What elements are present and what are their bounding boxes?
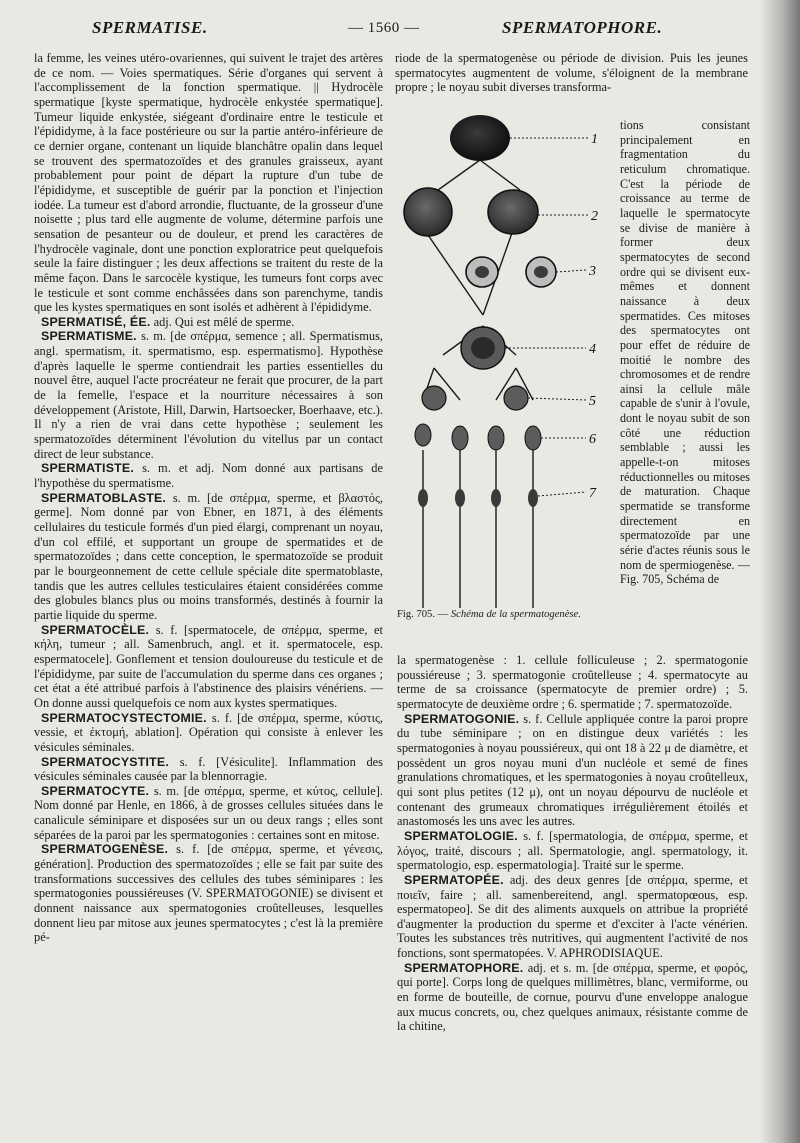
spermatid: [525, 426, 541, 450]
dusty-spermatogonium: [488, 190, 538, 234]
caption-prefix: Fig. 705. —: [397, 609, 449, 620]
dictionary-entry: [397, 873, 748, 961]
secondary-spermatocyte: [422, 386, 446, 410]
entry-body: s. m. [de σπέρμα, sperme, et κύτος, cellule]. Nom donné par Henle, en 1866, à de grosses cellules situées dans le canalicule séminipare et disposées sur un ou deux rangs ; elles sont séparées de la paroi par les spermatogonies : certaines sont en mitose.: [34, 783, 383, 842]
running-head-left: SPERMATISE.: [92, 18, 208, 37]
figure-label: 4: [589, 342, 596, 357]
figure-label: 5: [589, 394, 596, 409]
entry-body: s. f. [spermatologia, de σπέρμα, sperme, et λόγος, traité, discours ; all. Spermatologie, angl. spermatology, it. spermatologio, esp. espermatologia]. Traité sur le sperme.: [397, 828, 748, 873]
figure-label: 7: [589, 486, 596, 501]
entry-headword: SPERMATOCYSTITE.: [41, 754, 170, 769]
entry-headword: SPERMATOPHORE.: [404, 960, 524, 975]
spermatogenesis-diagram: [398, 100, 608, 610]
entry-text: tions consistant principalement en fragmentation du reticulum chromatique. C'est la période de croissance au terme de laquelle le spermatocyte se divise de manière à former deux spermatocytes de second ordre qui se divisent eux-mêmes et donnent naissance à deux spermatides. Ces mitoses des spermatocytes ont pour effet de réduire de moitié le nombre des chromosomes et de rendre ainsi la cellule mâle capable de s'unir à l'ovule, dont le noyau subit de son côté une réduction semblable ; aussi les appelle-t-on mitoses réductionnelles ou mitoses de maturation. Chaque spermatide se transforme directement en spermatozoïde par une série d'actes réunis sous le nom de spermiogenèse. — Fig. 705, Schéma de: [620, 118, 750, 587]
figure-label: 6: [589, 432, 596, 447]
entry-headword: SPERMATOGENÈSE.: [41, 842, 169, 857]
entry-body: s. m. [de σπέρμα, semence ; all. Spermatismus, angl. spermatism, it. spermatismo, esp. espermatismo]. Hypothèse d'après laquelle le sperme contiendrait les parties essentielles du nouvel être, auquel l'acte procréateur ne ferait que procurer, de la part de la femelle, l'espace et la nourriture nécessaires à son développement (Aristote, Hill, Darwin, Hartsoecker, Boerhaave, etc.). Il n'y a rien de vrai dans cette hypothèse ; seulement les spermatozoïdes déterminent l'évolution du vitellus par un contact direct de leur substance.: [34, 329, 383, 461]
entry-headword: SPERMATOPÉE.: [404, 872, 504, 887]
entry-headword: SPERMATISTE.: [41, 461, 135, 476]
spermatid: [415, 424, 431, 446]
secondary-spermatocyte: [504, 386, 528, 410]
entry-headword: SPERMATISME.: [41, 329, 137, 344]
entry-headword: SPERMATOCYSTECTOMIE.: [41, 710, 207, 725]
entry-text: la femme, les veines utéro-ovariennes, qui suivent le trajet des artères de ce nom. — Voies spermatiques. Série d'organes qui servent à l'accomplissement de la fonction spermatique. || Hydrocèle spermatique [kyste spermatique, hydrocèle enkystée spermatique]. Tumeur liquide enkystée, siégeant d'ordinaire entre le testicule et l'épididyme, à la face postérieure ou sur la partie antéro-inférieure de ce dernier organe, contenant un liquide blanchâtre opalin dans lequel se trouvent des spermatozoïdes et des granules graisseux, ayant probablement pour point de départ la rupture d'un tube de l'épididyme, et susceptible de guérir par la ponction et l'injection iodée. La tumeur est d'abord arrondie, fluctuante, de la grosseur d'une noisette ; plus tard elle augmente de volume, détermine parfois une sensation de pesanteur ou de douleur, et prend les caractères de l'hydrocèle vaginale, dont une ponction exploratrice peut quelquefois seule la faire distinguer ; les deux affections se traitent du reste de la même façon. Dans le sarcocèle kystique, les tumeurs font corps avec le testicule et sont comme enchâssées dans son parenchyme, tandis que les kystes spermatiques en sont isolés et adhèrent à l'épididyme.: [34, 51, 383, 315]
figure-label: 2: [591, 209, 598, 224]
entry-headword: SPERMATOLOGIE.: [404, 828, 518, 843]
entry-body: s. m. et adj. Nom donné aux partisans de l'hypothèse du spermatisme.: [34, 461, 383, 491]
entry-headword: SPERMATOCYTE.: [41, 783, 150, 798]
spermatid: [452, 426, 468, 450]
dictionary-entry: [34, 491, 383, 623]
dictionary-entry: [34, 784, 383, 843]
spermatozoon: [491, 489, 501, 507]
page-number: — 1560 —: [348, 20, 420, 36]
entry-text: la spermatogenèse : 1. cellule folliculeuse ; 2. spermatogonie poussiéreuse ; 3. spermatogonie croûtelleuse ; 4. spermatocyte au terme de sa croissance (spermatocyte de premier ordre) ; 5. spermatocyte de deuxième ordre ; 6. spermatide ; 7. spermatozoïde.: [397, 653, 748, 711]
dusty-spermatogonium: [404, 188, 452, 236]
spermatozoon: [418, 489, 428, 507]
follicular-cell: [450, 115, 510, 161]
dictionary-entry: [34, 623, 383, 711]
right-column-beside-figure: [620, 118, 750, 587]
entry-body: adj. des deux genres [de σπέρμα, sperme, et ποιεῖν, faire ; all. samenbereitend, angl. spermatopœous, esp. espermatopeo]. Se dit des aliments auxquels on attribue la propriété d'augmenter la production du sperme et d'exciter à l'acte vénérien. Toutes les substances très nutritives, qui augmentent l'activité de nos fonctions, sont spermatopées. V. APHRODISIAQUE.: [397, 872, 748, 961]
dictionary-entry: [34, 711, 383, 755]
dictionary-entry: [397, 829, 748, 873]
entry-headword: SPERMATOGONIE.: [404, 711, 520, 726]
entry-body: s. f. Cellule appliquée contre la paroi propre du tube séminipare ; on en distingue deux variétés : les spermatogonies à noyau poussiéreux, qui ont 18 à 22 μ de diamètre, et possèdent un gros noyau muni d'un nucléole et semé de fines granulations chromatiques, et les spermatogonies à noyau croûtelleux, qui sont plus petites (12 μ), ont un noyau dépourvu de nucléole et contenant des grumeaux chromatiques irrégulièrement étoilés et anastomosés les uns avec les autres.: [397, 711, 748, 829]
dictionary-entry: [34, 315, 383, 330]
dictionary-entry: [34, 755, 383, 784]
entry-body: adj. Qui est mêlé de sperme.: [150, 314, 295, 329]
spermatozoon: [528, 489, 538, 507]
entry-headword: SPERMATISÉ, ÉE.: [41, 314, 151, 329]
entry-body: adj. et s. m. [de σπέρμα, sperme, et φορός, qui porte]. Corps long de quelques millimètres, blanc, vermiforme, ou en forme de bouteille, de cornue, pourvu d'une enveloppe analogue aux mucus concrets, ou, chez quelques animaux, résistante comme de la chitine,: [397, 960, 748, 1034]
cell-nucleus: [471, 337, 495, 359]
entry-headword: SPERMATOCÈLE.: [41, 622, 150, 637]
dictionary-entry: [34, 461, 383, 490]
figure-label: 3: [589, 264, 596, 279]
entry-body: s. m. [de σπέρμα, sperme, et βλαστός, germe]. Nom donné par von Ebner, en 1871, à des éléments cellulaires du testicule formés d'un pied élargi, comprenant un noyau, d'un col effilé, et supportant un groupe de spermatides et de spermatozoïdes ; dans cette conception, le spermatozoïde se produit par le bourgeonnement de cette cellule spéciale dite spermatoblaste, tandis que les autres cellules testiculaires étaient considérées comme des globules blancs plus ou moins transformés, destinés à fournir la partie liquide du sperme.: [34, 490, 383, 622]
right-column-top: [395, 51, 748, 95]
entry-body: s. f. [de σπέρμα, sperme, et γένεσις, génération]. Production des spermatozoïdes ; elle se fait par suite des transformations successives des cellules des tubes séminipares : les spermatogonies poussiéreuses (V. SPERMATOGONIE) se divisent et donnent naissance aux spermatogonies croûtelleuses, lesquelles donnent lieu par mitose aux jeunes spermatocytes ; c'est là la première pé-: [34, 842, 383, 945]
figure-caption: [397, 608, 612, 621]
dictionary-entry: [34, 329, 383, 461]
page-edge-shadow: [760, 0, 800, 1143]
caption-text: Schéma de la spermatogenèse.: [450, 609, 581, 620]
right-column-bottom: [397, 653, 748, 1034]
cell-nucleus: [534, 266, 548, 278]
entry-body: s. f. [spermatocele, de σπέρμα, sperme, et κήλη, tumeur ; all. Samenbruch, angl. et it. spermatocele, esp. espermatocele]. Gonflement et tension douloureuse du testicule et de l'épididyme, par suite de l'accumulation du sperme dans ces organes ; cet état a été attribué parfois à l'abstinence des plaisirs vénériens. — On donne aussi quelquefois ce nom aux kystes spermatiques.: [34, 622, 383, 710]
spermatozoon: [455, 489, 465, 507]
spermatid: [488, 426, 504, 450]
entry-body: s. f. [Vésiculite]. Inflammation des vésicules séminales causée par la blennorragie.: [34, 754, 383, 784]
cell-nucleus: [475, 266, 489, 278]
left-column: [34, 51, 383, 945]
figure-label: 1: [591, 132, 598, 147]
entry-text: riode de la spermatogenèse ou période de division. Puis les jeunes spermatocytes augmentent de volume, s'éloignent de la membrane propre ; le noyau subit diverses transforma-: [395, 51, 748, 95]
running-head-right: SPERMATOPHORE.: [502, 18, 663, 37]
entry-body: s. f. [de σπέρμα, sperme, κύστις, vessie, et ἐκτομή, ablation]. Opération qui consiste à enlever les vésicules séminales.: [34, 710, 383, 754]
dictionary-entry: [397, 961, 748, 1034]
entry-headword: SPERMATOBLASTE.: [41, 490, 167, 505]
dictionary-entry: [34, 842, 383, 945]
dictionary-entry: [397, 712, 748, 829]
